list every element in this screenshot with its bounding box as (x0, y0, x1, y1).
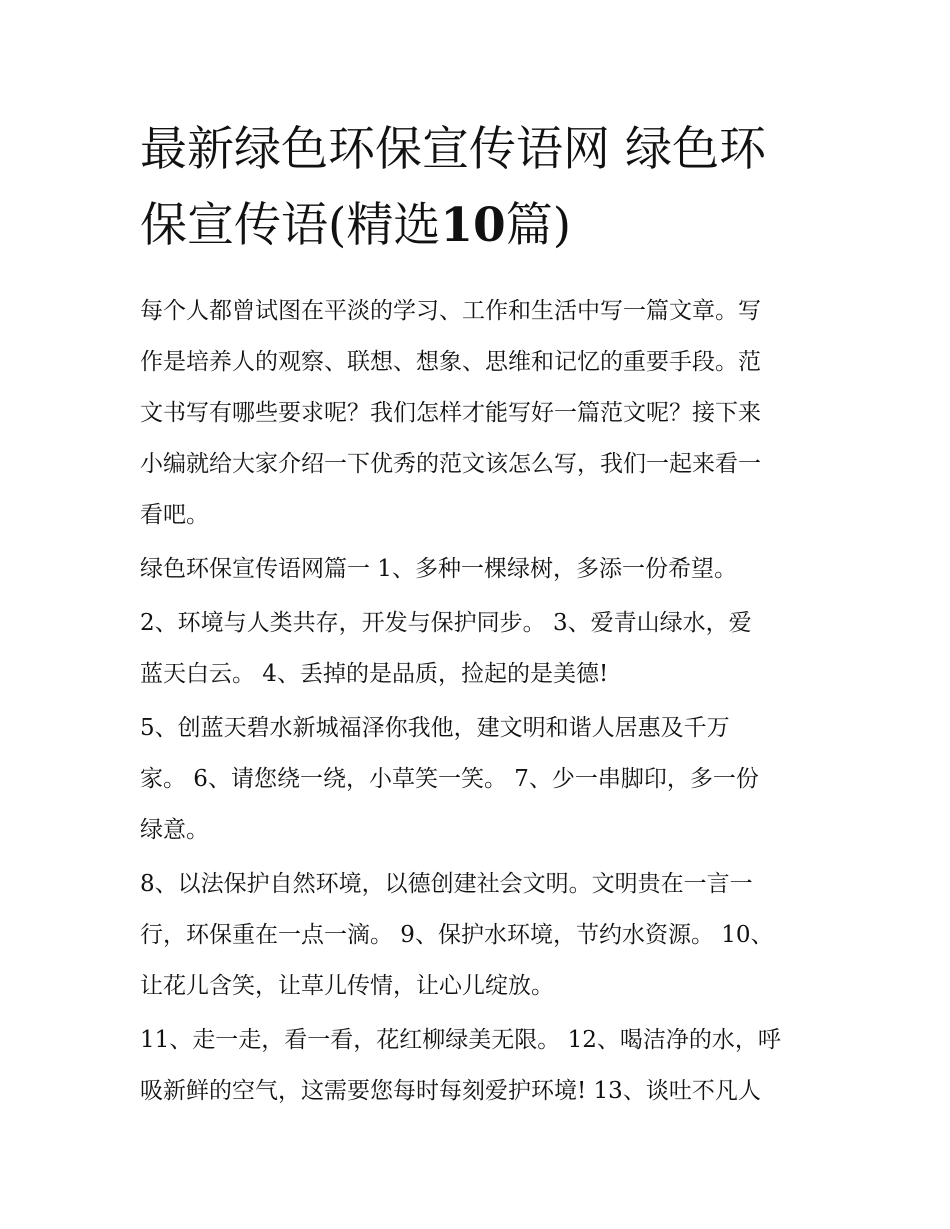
title-line-2-end: 篇) (505, 198, 572, 253)
title-line-1: 最新绿色环保宣传语网 绿色环 (140, 122, 766, 177)
intro-paragraph (140, 286, 815, 541)
body-line: 让花儿含笑，让草儿传情，让心儿绽放。 (140, 973, 554, 999)
title-line-2 (140, 188, 815, 264)
body-paragraph-5 (140, 1015, 815, 1117)
body-paragraph-4 (140, 859, 815, 1012)
body-line: 蓝天白云。 4、丢掉的是品质，捡起的是美德! (140, 661, 609, 687)
body-paragraph-2 (140, 598, 815, 700)
body-paragraph-3 (140, 703, 815, 856)
title-line-2-text: 保宣传语(精选 (140, 198, 441, 253)
body-line: 8、以法保护自然环境，以德创建社会文明。文明贵在一言一 (140, 871, 753, 897)
intro-line: 小编就给大家介绍一下优秀的范文该怎么写，我们一起来看一 (140, 451, 761, 477)
body-line: 11、走一走，看一看，花红柳绿美无限。 12、喝洁净的水，呼 (140, 1027, 781, 1053)
body-line: 绿意。 (140, 817, 209, 843)
document-title (140, 112, 815, 264)
body-line: 家。 6、请您绕一绕，小草笑一笑。 7、少一串脚印，多一份 (140, 766, 759, 792)
body-line: 5、创蓝天碧水新城福泽你我他，建文明和谐人居惠及千万 (140, 715, 730, 741)
document-page (140, 112, 815, 1117)
body-paragraph-1 (140, 544, 815, 595)
body-line: 吸新鲜的空气，这需要您每时每刻爱护环境! 13、谈吐不凡人 (140, 1078, 761, 1104)
intro-line: 每个人都曾试图在平淡的学习、工作和生活中写一篇文章。写 (140, 298, 761, 324)
title-count: 10 (440, 198, 506, 253)
intro-line: 文书写有哪些要求呢？我们怎样才能写好一篇范文呢？接下来 (140, 400, 761, 426)
body-line: 绿色环保宣传语网篇一 1、多种一棵绿树，多添一份希望。 (140, 556, 737, 582)
body-line: 2、环境与人类共存，开发与保护同步。 3、爱青山绿水，爱 (140, 610, 752, 636)
intro-line: 作是培养人的观察、联想、想象、思维和记忆的重要手段。范 (140, 349, 761, 375)
body-line: 行，环保重在一点一滴。 9、保护水环境，节约水资源。 10、 (140, 922, 774, 948)
intro-line: 看吧。 (140, 502, 209, 528)
